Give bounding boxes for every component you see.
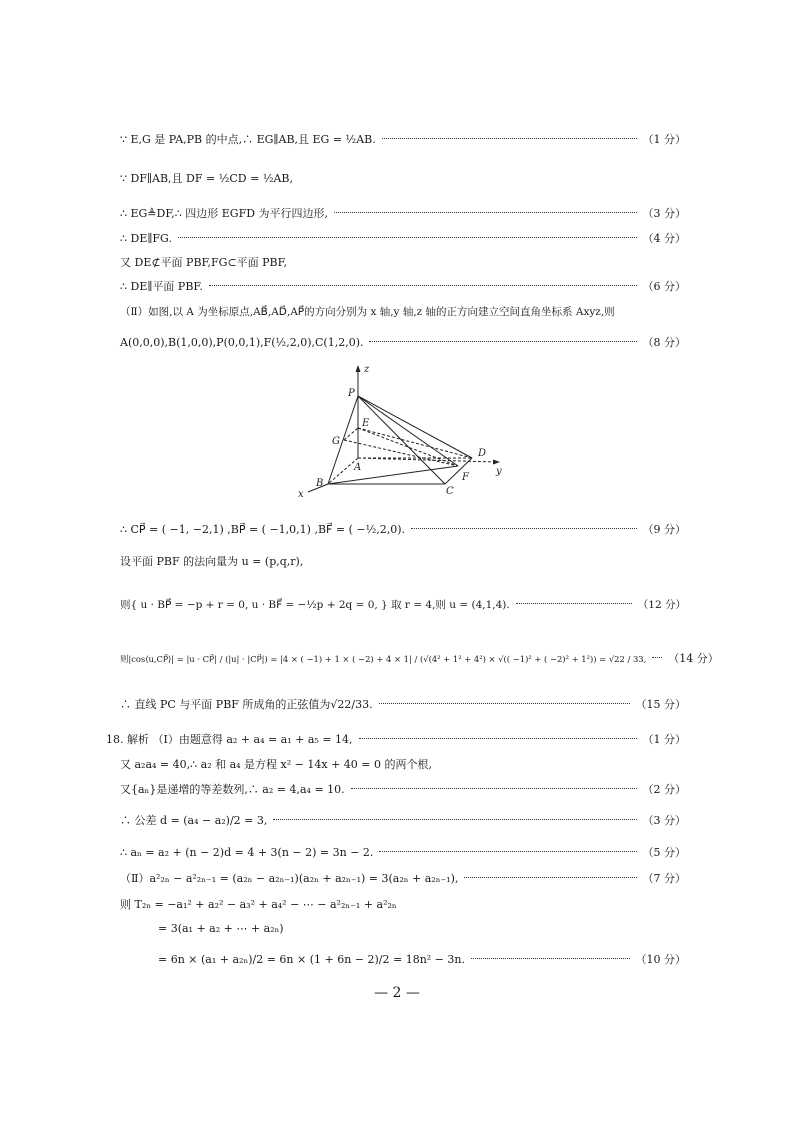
- line-13: ∴ 直线 PC 与平面 PBF 所成角的正弦值为√22/33. （15 分）: [120, 698, 686, 711]
- line-12: 则|cos⟨u,CP⃗⟩| = |u · CP⃗| / (|u| · |CP⃗|) = |4 × ( −1) + 1 × ( −2) + 4 × 1| / (√(4² + 1² + 4²) × √(( −1)² + ( −2)² + 1²)) = √22 / 33, （14 分）: [120, 652, 719, 665]
- y-axis: [358, 458, 495, 462]
- edge-PC: [358, 396, 445, 484]
- line-17: ∴ 公差 d = (a₄ − a₂)/2 = 3, （3 分）: [120, 814, 686, 827]
- line-7: （Ⅱ）如图,以 A 为坐标原点,AB⃗,AD⃗,AP⃗的方向分别为 x 轴,y 轴,z 轴的正方向建立空间直角坐标系 Axyz,则: [120, 306, 615, 318]
- label-P: P: [348, 388, 355, 399]
- line-21: = 3(a₁ + a₂ + ⋯ + a₂ₙ): [158, 922, 284, 935]
- edge-PD: [358, 396, 472, 458]
- label-C: C: [446, 486, 454, 497]
- line-11: 则{ u · BP⃗ = −p + r = 0, u · BF⃗ = −½p + 2q = 0, } 取 r = 4,则 u = (4,1,4). （12 分）: [120, 599, 686, 611]
- line-16: 又{aₙ}是递增的等差数列,∴ a₂ = 4,a₄ = 10. （2 分）: [120, 783, 686, 796]
- label-G: G: [332, 436, 340, 447]
- label-E: E: [362, 418, 370, 429]
- label-A: A: [354, 462, 362, 473]
- edge-BF: [328, 466, 458, 484]
- edge-PF: [358, 396, 458, 466]
- line-6: ∴ DE∥平面 PBF. （6 分）: [120, 280, 686, 293]
- line-18: ∴ aₙ = a₂ + (n − 2)d = 4 + 3(n − 2) = 3n − 2. （5 分）: [120, 846, 686, 859]
- line-2: ∵ DF∥AB,且 DF = ½CD = ½AB,: [120, 172, 294, 185]
- label-x: x: [298, 489, 304, 500]
- label-D: D: [478, 448, 487, 459]
- line-10: 设平面 PBF 的法向量为 u = (p,q,r),: [120, 555, 304, 568]
- line-19: （Ⅱ）a²₂ₙ − a²₂ₙ₋₁ = (a₂ₙ − a₂ₙ₋₁)(a₂ₙ + a₂ₙ₋₁) = 3(a₂ₙ + a₂ₙ₋₁), （7 分）: [120, 872, 686, 885]
- line-1: ∵ E,G 是 PA,PB 的中点,∴ EG∥AB,且 EG = ½AB. （1 分）: [120, 133, 686, 146]
- line-8: A(0,0,0),B(1,0,0),P(0,0,1),F(½,2,0),C(1,2,0). （8 分）: [120, 336, 686, 349]
- page-number: — 2 —: [374, 985, 420, 1001]
- label-F: F: [462, 472, 469, 483]
- line-15: 又 a₂a₄ = 40,∴ a₂ 和 a₄ 是方程 x² − 14x + 40 = 0 的两个根,: [120, 758, 432, 771]
- pyramid-figure: [290, 362, 520, 502]
- line-5: 又 DE⊄平面 PBF,FG⊂平面 PBF,: [120, 256, 287, 269]
- label-z: z: [364, 364, 370, 375]
- line-22: = 6n × (a₁ + a₂ₙ)/2 = 6n × (1 + 6n − 2)/2 = 18n² − 3n. （10 分）: [158, 953, 686, 966]
- label-B: B: [316, 478, 324, 489]
- line-14: 18. 解析 （Ⅰ）由题意得 a₂ + a₄ = a₁ + a₅ = 14, （1 分）: [106, 733, 686, 746]
- line-9: ∴ CP⃗ = ( −1, −2,1) ,BP⃗ = ( −1,0,1) ,BF⃗ = ( −½,2,0). （9 分）: [120, 523, 686, 536]
- label-y: y: [496, 466, 502, 477]
- line-20: 则 T₂ₙ = −a₁² + a₂² − a₃² + a₄² − ⋯ − a²₂ₙ₋₁ + a²₂ₙ: [120, 898, 397, 911]
- line-4: ∴ DE∥FG. （4 分）: [120, 232, 686, 245]
- line-3: ∴ EG≜DF,∴ 四边形 EGFD 为平行四边形, （3 分）: [120, 207, 686, 220]
